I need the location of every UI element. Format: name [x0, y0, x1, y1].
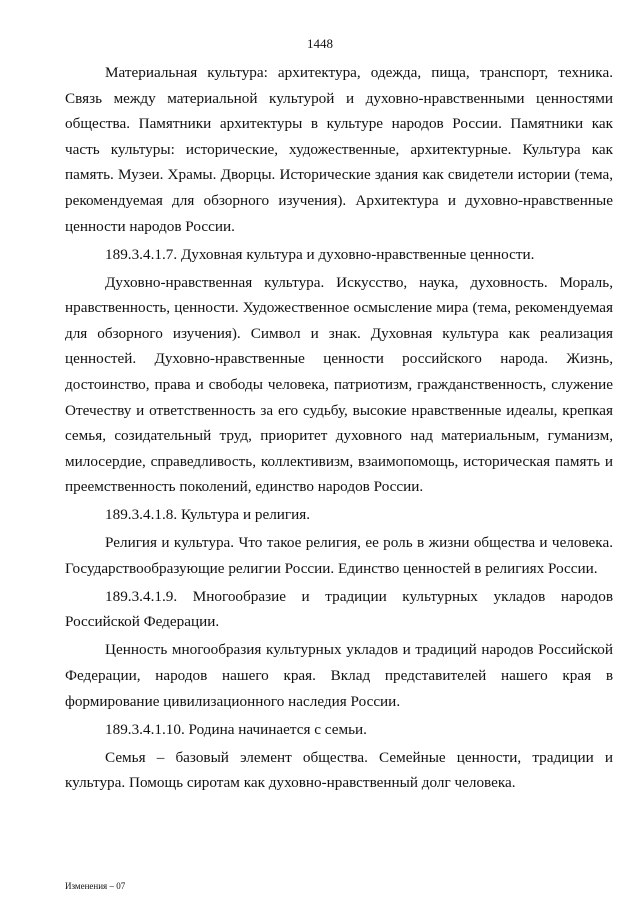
footer-changes-note: Изменения – 07: [65, 881, 126, 891]
paragraph-religion: Религия и культура. Что такое религия, ее роль в жизни общества и человека. Государствообразующие религии России. Единство ценностей в религиях России.: [65, 534, 613, 577]
paragraph-cultural-diversity: Ценность многообразия культурных укладов и традиций народов Российской Федерации, народов нашего края. Вклад представителей нашего края в формирование цивилизационного наследия России.: [65, 641, 613, 710]
paragraph-material-culture: Материальная культура: архитектура, одежда, пища, транспорт, техника. Связь между материальной культурой и духовно-нравственными ценностями общества. Памятники архитектуры в культуре народов России. Памятники как часть культуры: исторические, художественные, архитектурные. Культура как память. Музеи. Храмы. Дворцы. Исторические здания как свидетели истории (тема, рекомендуемая для обзорного изучения). Архитектура и духовно-нравственные ценности народов России.: [65, 64, 613, 235]
body-text: [65, 60, 613, 798]
page-number: 1448: [307, 36, 333, 51]
section-heading-189-3-4-1-7: 189.3.4.1.7. Духовная культура и духовно-нравственные ценности.: [105, 245, 535, 263]
section-heading-189-3-4-1-9: 189.3.4.1.9. Многообразие и традиции культурных укладов народов Российской Федерации.: [65, 587, 613, 631]
section-heading-189-3-4-1-8: 189.3.4.1.8. Культура и религия.: [105, 506, 311, 524]
paragraph-family: Семья – базовый элемент общества. Семейные ценности, традиции и культура. Помощь сиротам как духовно-нравственный долг человека.: [65, 748, 613, 792]
section-heading-189-3-4-1-10: 189.3.4.1.10. Родина начинается с семьи.: [105, 720, 367, 738]
paragraph-spiritual-culture: Духовно-нравственная культура. Искусство, наука, духовность. Мораль, нравственность, ценности. Художественное осмысление мира (тема, рекомендуемая для обзорного изучения). Символ и знак. Духовная культура как реализация ценностей. Духовно-нравственные ценности российского народа. Жизнь, достоинство, права и свободы человека, патриотизм, гражданственность, служение Отечеству и ответственность за его судьбу, высокие нравственные идеалы, крепкая семья, созидательный труд, приоритет духовного над материальным, гуманизм, милосердие, справедливость, коллективизм, взаимопомощь, историческая память и преемственность поколений, единство народов России.: [65, 273, 613, 496]
